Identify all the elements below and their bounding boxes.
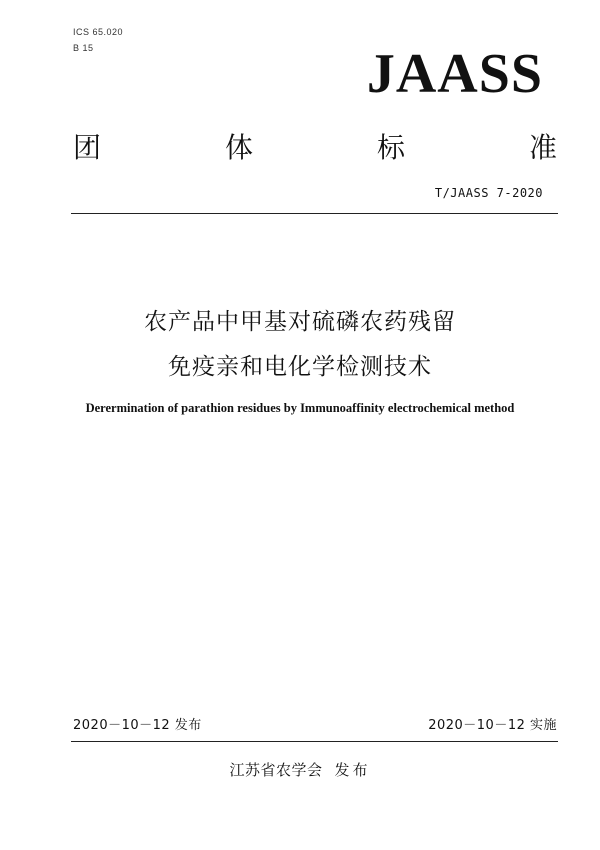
issuer xyxy=(0,759,600,780)
ccs-code: B 15 xyxy=(73,43,94,53)
standard-type-char: 体 xyxy=(224,131,253,164)
standard-type-char: 准 xyxy=(528,131,557,164)
standard-number: T/JAASS 7-2020 xyxy=(434,186,543,200)
title-zh-line-1: 农产品中甲基对硫磷农药残留 xyxy=(144,309,456,335)
ics-code: ICS 65.020 xyxy=(73,27,124,37)
issuer-action: 发布 xyxy=(334,761,371,779)
issuer-name: 江苏省农学会 xyxy=(229,761,323,779)
title-zh-line-2: 免疫亲和电化学检测技术 xyxy=(168,354,432,380)
issue-date: 2020－10－12 发布 xyxy=(73,718,202,733)
top-divider xyxy=(71,213,558,214)
standard-type xyxy=(73,131,557,164)
jaass-logo: JAASS xyxy=(366,43,543,105)
implementation-date: 2020－10－12 实施 xyxy=(428,718,557,733)
standard-type-char: 团 xyxy=(73,131,102,164)
title-en: Derermination of parathion residues by Immunoaffinity electrochemical method xyxy=(85,401,515,415)
standard-type-char: 标 xyxy=(376,131,405,164)
bottom-divider xyxy=(71,741,558,742)
